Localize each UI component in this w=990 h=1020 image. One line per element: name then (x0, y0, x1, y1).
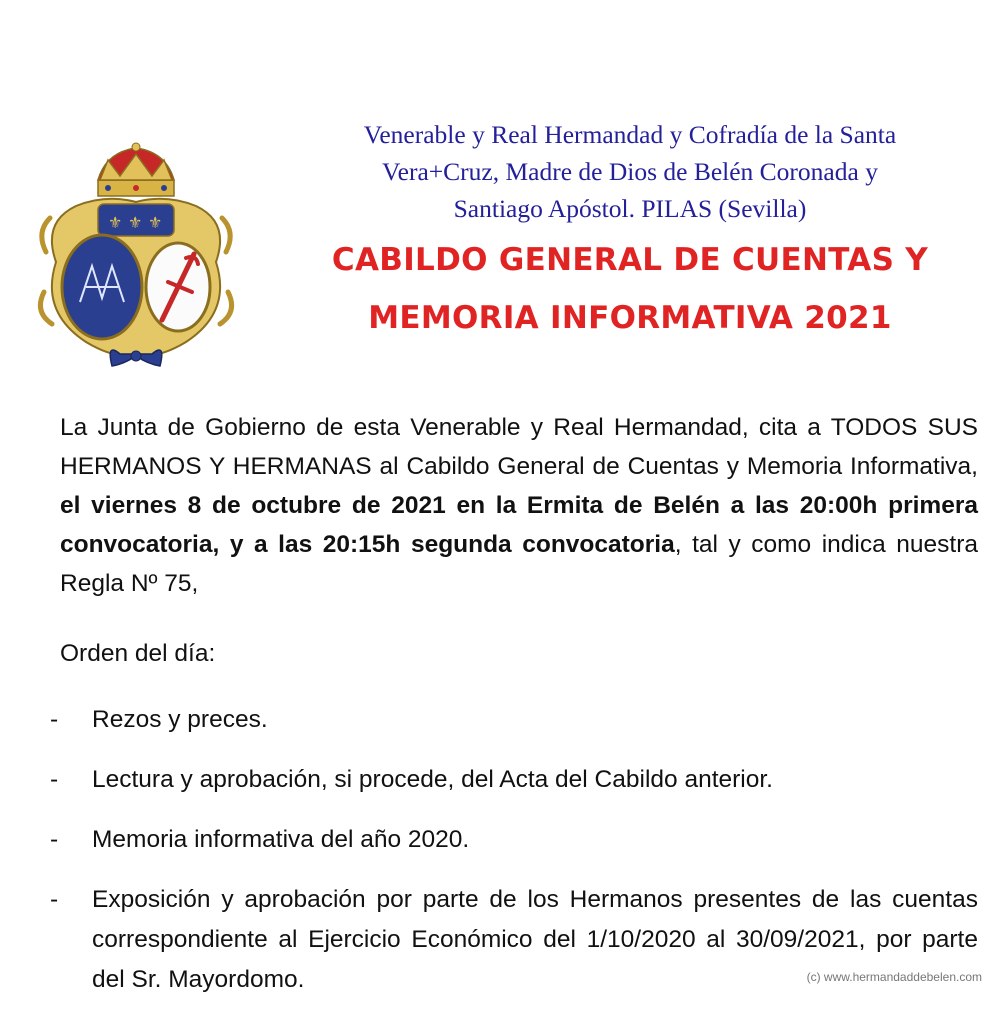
agenda-heading: Orden del día: (60, 640, 216, 667)
agenda-item-text: Memoria informativa del año 2020. (92, 826, 470, 853)
svg-text:⚜: ⚜ (128, 213, 143, 232)
brotherhood-line-2: Vera+Cruz, Madre de Dios de Belén Coronada y (382, 157, 878, 186)
bullet-dash: - (50, 826, 59, 853)
bullet-dash: - (50, 886, 59, 913)
brotherhood-line-3: Santiago Apóstol. PILAS (Sevilla) (453, 194, 807, 223)
list-item (50, 820, 978, 860)
agenda-item-text: Lectura y aprobación, si procede, del Acta del Cabildo anterior. (92, 766, 773, 793)
crown-icon (98, 143, 174, 196)
list-item (50, 760, 978, 800)
agenda-item-text: Rezos y preces. (92, 706, 268, 733)
paragraph-text-start: La Junta de Gobierno de esta Venerable y Real Hermandad, cita a TODOS SUS HERMANOS Y HERMANAS al Cabildo General de Cuentas y Memoria Informativa, (60, 414, 978, 480)
watermark: (c) www.hermandaddebelen.com (806, 970, 982, 984)
bullet-dash: - (50, 766, 59, 793)
brotherhood-name (285, 116, 975, 227)
document-header (285, 116, 975, 347)
title-line-1: CABILDO GENERAL DE CUENTAS Y (331, 242, 929, 278)
agenda-item-text: Exposición y aprobación por parte de los Hermanos presentes de las cuentas correspondiente al Ejercicio Económico del 1/10/2020 al 30/09/2021, por parte del Sr. Mayordomo. (92, 886, 978, 993)
list-item (50, 700, 978, 740)
svg-text:⚜: ⚜ (148, 213, 163, 232)
paragraph-bold-date: el viernes 8 de octubre de 2021 en la Ermita de Belén a las 20:00h primera convocatoria, y a las 20:15h segunda convocatoria (60, 492, 978, 558)
document-title (285, 231, 975, 347)
paragraph-text-end: , tal y como indica nuestra Regla Nº 75, (60, 531, 978, 597)
convocation-paragraph (12, 408, 978, 603)
brotherhood-crest-icon (36, 142, 236, 377)
brotherhood-line-1: Venerable y Real Hermandad y Cofradía de la Santa (363, 120, 897, 149)
svg-text:⚜: ⚜ (108, 213, 123, 232)
bullet-dash: - (50, 706, 59, 733)
title-line-2: MEMORIA INFORMATIVA 2021 (368, 300, 892, 336)
